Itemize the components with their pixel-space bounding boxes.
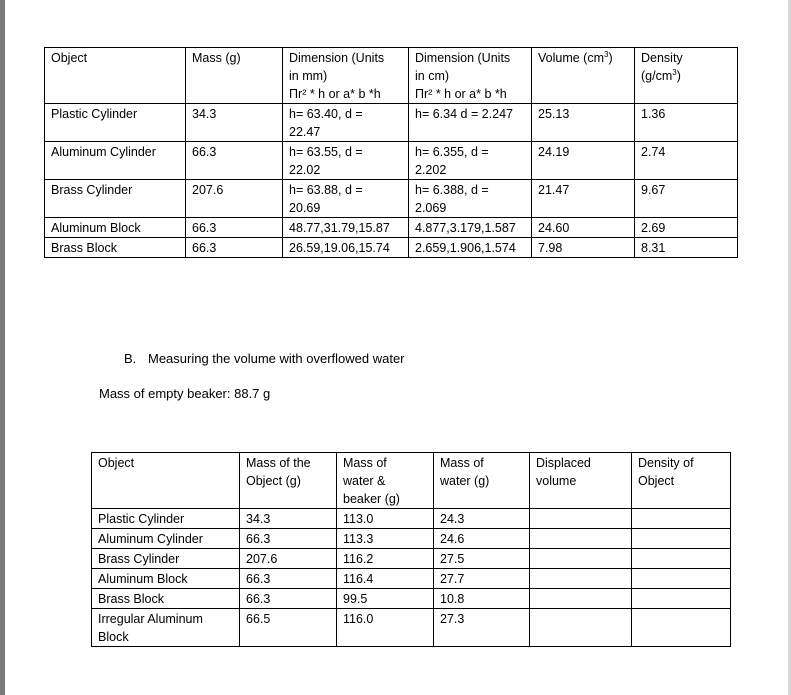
cell-mass-water: 27.5: [434, 549, 530, 569]
cell-dimension-cm: 2.659,1.906,1.574: [409, 238, 532, 258]
cell-volume: 24.19: [532, 142, 635, 180]
header-mass: Mass (g): [186, 48, 283, 104]
cell-mass-water: 24.3: [434, 509, 530, 529]
cell-displaced-volume: [530, 569, 632, 589]
cell-displaced-volume: [530, 509, 632, 529]
cell-displaced-volume: [530, 529, 632, 549]
cell-density: [632, 589, 731, 609]
header-mass-water-beaker: Mass of water & beaker (g): [337, 453, 434, 509]
table-row: [92, 569, 731, 589]
cell-mass-water-beaker: 116.4: [337, 569, 434, 589]
cell-mass-water-beaker: 99.5: [337, 589, 434, 609]
header-density-object: Density of Object: [632, 453, 731, 509]
header-object: Object: [45, 48, 186, 104]
cell-displaced-volume: [530, 589, 632, 609]
cell-dimension-cm: h= 6.355, d = 2.202: [409, 142, 532, 180]
cell-mass: 66.3: [186, 218, 283, 238]
cell-density: [632, 569, 731, 589]
cell-object: Aluminum Block: [92, 569, 240, 589]
cell-displaced-volume: [530, 549, 632, 569]
cell-dimension-mm: h= 63.88, d = 20.69: [283, 180, 409, 218]
header-object: Object: [92, 453, 240, 509]
cell-mass-water: 24.6: [434, 529, 530, 549]
section-number: B.: [124, 351, 137, 366]
table-row: [45, 238, 738, 258]
cell-dimension-mm: h= 63.40, d = 22.47: [283, 104, 409, 142]
cell-object: Aluminum Block: [45, 218, 186, 238]
cell-object: Brass Cylinder: [45, 180, 186, 218]
table-row: [92, 589, 731, 609]
cell-mass-object: 66.3: [240, 569, 337, 589]
cell-mass-water-beaker: 113.0: [337, 509, 434, 529]
table-row: [45, 218, 738, 238]
cell-object: Irregular Aluminum Block: [92, 609, 240, 647]
cell-object: Plastic Cylinder: [92, 509, 240, 529]
header-displaced-volume: Displaced volume: [530, 453, 632, 509]
cell-mass-water: 27.7: [434, 569, 530, 589]
cell-object: Brass Cylinder: [92, 549, 240, 569]
measurements-table: [44, 47, 738, 258]
cell-mass-object: 66.5: [240, 609, 337, 647]
cell-dimension-cm: h= 6.34 d = 2.247: [409, 104, 532, 142]
cell-mass-object: 66.3: [240, 589, 337, 609]
table-row: [92, 529, 731, 549]
cell-object: Brass Block: [45, 238, 186, 258]
table-header-row: [45, 48, 738, 104]
cell-density: [632, 509, 731, 529]
header-density: Density $(g/cm^3)$: [635, 48, 738, 104]
section-heading: [124, 351, 405, 366]
cell-volume: 24.60: [532, 218, 635, 238]
cell-mass-object: 66.3: [240, 529, 337, 549]
header-mass-water: Mass of water (g): [434, 453, 530, 509]
cell-dimension-mm: 26.59,19.06,15.74: [283, 238, 409, 258]
cell-mass-object: 207.6: [240, 549, 337, 569]
cell-mass: 34.3: [186, 104, 283, 142]
header-dimension-mm: Dimension (Units in mm) Πr² * h or a* b *h: [283, 48, 409, 104]
table-row: [45, 104, 738, 142]
cell-mass: 207.6: [186, 180, 283, 218]
cell-density: [632, 549, 731, 569]
cell-density: [632, 609, 731, 647]
cell-density: 2.69: [635, 218, 738, 238]
left-window-edge: [0, 0, 5, 695]
cell-object: Plastic Cylinder: [45, 104, 186, 142]
cell-density: 9.67: [635, 180, 738, 218]
cell-dimension-cm: 4.877,3.179,1.587: [409, 218, 532, 238]
table-row: [92, 509, 731, 529]
table-header-row: [92, 453, 731, 509]
cell-mass-object: 34.3: [240, 509, 337, 529]
cell-volume: 7.98: [532, 238, 635, 258]
cell-object: Brass Block: [92, 589, 240, 609]
cell-mass: 66.3: [186, 238, 283, 258]
section-title: Measuring the volume with overflowed water: [148, 351, 405, 366]
overflow-water-table: [91, 452, 731, 647]
empty-beaker-mass: Mass of empty beaker: 88.7 g: [99, 386, 271, 401]
cell-dimension-mm: h= 63.55, d = 22.02: [283, 142, 409, 180]
header-volume: Volume $(cm^3)$: [532, 48, 635, 104]
cell-density: 8.31: [635, 238, 738, 258]
cell-mass-water-beaker: 116.2: [337, 549, 434, 569]
cell-dimension-mm: 48.77,31.79,15.87: [283, 218, 409, 238]
cell-mass-water: 27.3: [434, 609, 530, 647]
table-row: [45, 180, 738, 218]
cell-volume: 25.13: [532, 104, 635, 142]
cell-density: 1.36: [635, 104, 738, 142]
header-mass-object: Mass of the Object (g): [240, 453, 337, 509]
cell-displaced-volume: [530, 609, 632, 647]
cell-density: [632, 529, 731, 549]
table-row: [92, 609, 731, 647]
cell-volume: 21.47: [532, 180, 635, 218]
cell-mass-water: 10.8: [434, 589, 530, 609]
cell-mass-water-beaker: 113.3: [337, 529, 434, 549]
cell-object: Aluminum Cylinder: [92, 529, 240, 549]
header-dimension-cm: Dimension (Units in cm) Πr² * h or a* b *h: [409, 48, 532, 104]
cell-dimension-cm: h= 6.388, d = 2.069: [409, 180, 532, 218]
cell-mass-water-beaker: 116.0: [337, 609, 434, 647]
table-row: [92, 549, 731, 569]
table-row: [45, 142, 738, 180]
cell-density: 2.74: [635, 142, 738, 180]
cell-object: Aluminum Cylinder: [45, 142, 186, 180]
cell-mass: 66.3: [186, 142, 283, 180]
